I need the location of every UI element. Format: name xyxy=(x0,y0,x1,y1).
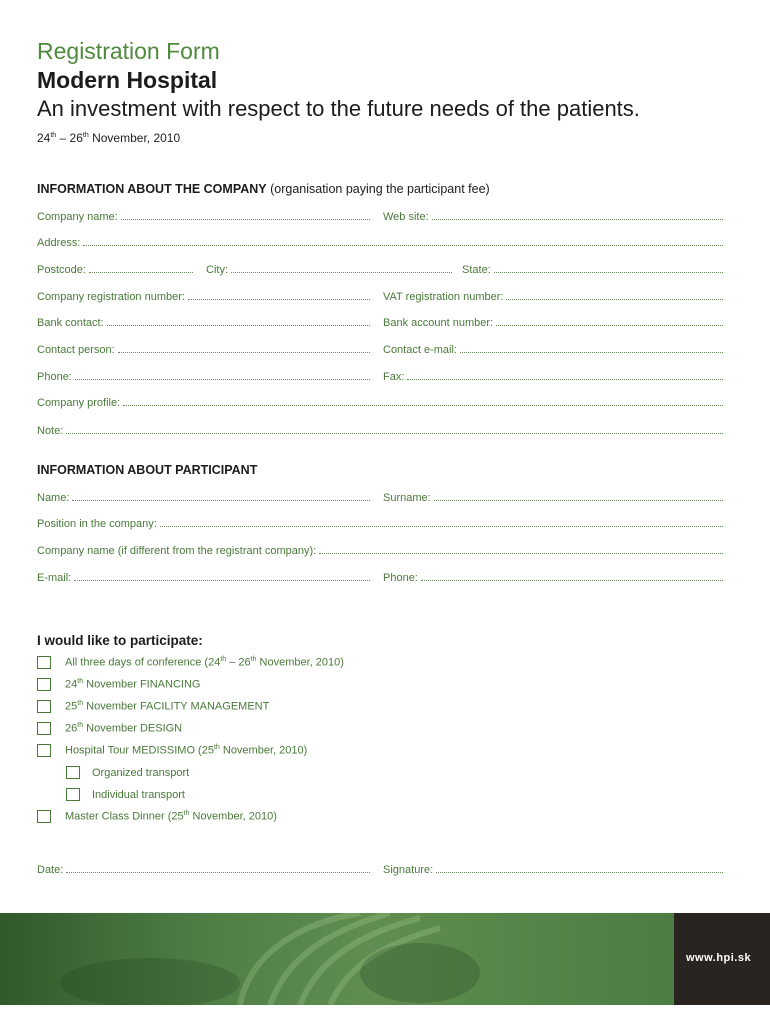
contact-person-line[interactable] xyxy=(118,343,370,353)
web-site-line[interactable] xyxy=(432,210,723,220)
tour-sup: th xyxy=(213,744,220,752)
participant-phone-field[interactable] xyxy=(383,571,723,585)
participant-company-line[interactable] xyxy=(319,544,723,554)
address-line[interactable] xyxy=(83,236,723,246)
facility-day: 25 xyxy=(65,700,78,713)
footer-banner xyxy=(0,913,674,1005)
company-profile-line[interactable] xyxy=(123,396,723,406)
company-heading-note: (organisation paying the participant fee) xyxy=(266,182,490,196)
reg-number-line[interactable] xyxy=(188,290,370,300)
date-start-day: 24 xyxy=(37,131,51,145)
postcode-label: Postcode: xyxy=(37,264,86,276)
financing-sup: th xyxy=(77,678,84,686)
contact-email-field[interactable] xyxy=(383,343,723,357)
note-line[interactable] xyxy=(66,424,723,434)
postcode-field[interactable] xyxy=(37,263,193,277)
vat-number-label: VAT registration number: xyxy=(383,291,504,303)
email-line[interactable] xyxy=(74,571,370,581)
financing-text: November FINANCING xyxy=(83,678,201,691)
date-end-day: 26 xyxy=(69,131,83,145)
bank-account-label: Bank account number: xyxy=(383,317,494,329)
phone-label: Phone: xyxy=(37,371,72,383)
all-days-post: November, 2010) xyxy=(256,656,344,669)
financing-day: 24 xyxy=(65,678,78,691)
date-field[interactable] xyxy=(37,863,370,877)
form-subtitle: An investment with respect to the future needs of the patients. xyxy=(37,96,640,121)
all-days-s2: th xyxy=(250,656,257,664)
individual-transport-checkbox[interactable] xyxy=(66,788,80,801)
participant-phone-label: Phone: xyxy=(383,572,418,584)
participant-heading-bold: INFORMATION ABOUT PARTICIPANT xyxy=(37,463,258,477)
surname-line[interactable] xyxy=(434,491,723,501)
reg-number-label: Company registration number: xyxy=(37,291,185,303)
address-field[interactable] xyxy=(37,236,723,250)
state-line[interactable] xyxy=(494,263,723,273)
company-name-field[interactable] xyxy=(37,210,370,224)
dinner-post: November, 2010) xyxy=(189,810,277,823)
decorative-swirl-graphic xyxy=(0,913,674,1005)
all-days-s1: th xyxy=(220,656,227,664)
date-sep: – xyxy=(56,131,70,145)
dinner-pre: Master Class Dinner (25 xyxy=(65,810,184,823)
phone-line[interactable] xyxy=(75,370,370,380)
all-days-d2: 26 xyxy=(238,656,251,669)
individual-transport-label: Individual transport xyxy=(92,788,185,801)
signature-line[interactable] xyxy=(436,863,723,873)
signature-field[interactable] xyxy=(383,863,723,877)
company-section-heading xyxy=(37,182,490,196)
hospital-name: Modern Hospital xyxy=(37,67,218,93)
contact-email-label: Contact e-mail: xyxy=(383,344,457,356)
bank-contact-field[interactable] xyxy=(37,316,370,330)
fax-line[interactable] xyxy=(407,370,723,380)
all-days-pre: All three days of conference ( xyxy=(65,656,209,669)
bank-account-line[interactable] xyxy=(496,316,723,326)
date-line[interactable] xyxy=(66,863,370,873)
fax-label: Fax: xyxy=(383,371,405,383)
address-label: Address: xyxy=(37,237,81,249)
position-label: Position in the company: xyxy=(37,518,157,530)
facility-text: November FACILITY MANAGEMENT xyxy=(83,700,270,713)
design-sup: th xyxy=(77,722,84,730)
dinner-checkbox[interactable] xyxy=(37,810,51,823)
signature-label: Signature: xyxy=(383,864,434,876)
date-rest: November, 2010 xyxy=(88,131,181,145)
contact-email-line[interactable] xyxy=(460,343,723,353)
organized-transport-label: Organized transport xyxy=(92,766,190,779)
phone-field[interactable] xyxy=(37,370,370,384)
web-site-label: Web site: xyxy=(383,211,429,223)
participant-company-field[interactable] xyxy=(37,544,723,558)
option-financing[interactable] xyxy=(37,678,200,691)
dinner-sup: th xyxy=(183,810,190,818)
tour-post: November, 2010) xyxy=(219,744,308,757)
all-days-checkbox[interactable] xyxy=(37,656,51,669)
city-line[interactable] xyxy=(231,263,452,273)
all-days-d1: 24 xyxy=(208,656,221,669)
form-title: Registration Form xyxy=(37,38,220,64)
option-dinner[interactable] xyxy=(37,810,277,823)
all-days-label xyxy=(65,656,344,669)
name-field[interactable] xyxy=(37,491,370,505)
participant-company-label: Company name (if different from the registrant company): xyxy=(37,545,317,557)
dinner-label xyxy=(65,810,277,823)
design-text: November DESIGN xyxy=(83,722,183,735)
note-label: Note: xyxy=(37,425,64,437)
date-end-sup: th xyxy=(82,132,89,139)
position-field[interactable] xyxy=(37,517,723,531)
company-name-label: Company name: xyxy=(37,211,118,223)
company-name-line[interactable] xyxy=(121,210,370,220)
vat-number-line[interactable] xyxy=(506,290,723,300)
tour-label xyxy=(65,744,307,757)
footer-url[interactable]: www.hpi.sk xyxy=(686,952,752,964)
company-profile-field[interactable] xyxy=(37,396,723,410)
date-start-sup: th xyxy=(50,132,57,139)
company-profile-label: Company profile: xyxy=(37,397,121,409)
option-facility[interactable] xyxy=(37,700,269,713)
tour-checkbox[interactable] xyxy=(37,744,51,757)
name-line[interactable] xyxy=(72,491,370,501)
city-field[interactable] xyxy=(206,263,452,277)
bank-account-field[interactable] xyxy=(383,316,723,330)
contact-person-field[interactable] xyxy=(37,343,370,357)
company-heading-bold: INFORMATION ABOUT THE COMPANY xyxy=(37,182,267,196)
web-site-field[interactable] xyxy=(383,210,723,224)
facility-checkbox[interactable] xyxy=(37,700,51,713)
note-field[interactable] xyxy=(37,424,723,438)
all-days-mid: – xyxy=(226,656,239,669)
contact-person-label: Contact person: xyxy=(37,344,115,356)
bank-contact-line[interactable] xyxy=(107,316,370,326)
participant-phone-line[interactable] xyxy=(421,571,723,581)
event-dates xyxy=(37,131,180,145)
state-field[interactable] xyxy=(462,263,723,277)
email-label: E-mail: xyxy=(37,572,72,584)
financing-checkbox[interactable] xyxy=(37,678,51,691)
bank-contact-label: Bank contact: xyxy=(37,317,104,329)
surname-label: Surname: xyxy=(383,492,431,504)
facility-sup: th xyxy=(77,700,84,708)
design-day: 26 xyxy=(65,722,78,735)
option-tour[interactable] xyxy=(37,744,307,757)
position-line[interactable] xyxy=(160,517,723,527)
design-label xyxy=(65,722,182,735)
tour-pre: Hospital Tour MEDISSIMO (25 xyxy=(65,744,214,757)
participation-heading: I would like to participate: xyxy=(37,633,203,648)
option-individual-transport[interactable] xyxy=(66,788,185,801)
vat-number-field[interactable] xyxy=(383,290,723,304)
name-label: Name: xyxy=(37,492,70,504)
surname-field[interactable] xyxy=(383,491,723,505)
financing-label xyxy=(65,678,200,691)
email-field[interactable] xyxy=(37,571,370,585)
option-design[interactable] xyxy=(37,722,182,735)
date-label: Date: xyxy=(37,864,64,876)
organized-transport-checkbox[interactable] xyxy=(66,766,80,779)
option-all-days[interactable] xyxy=(37,656,344,669)
state-label: State: xyxy=(462,264,491,276)
city-label: City: xyxy=(206,264,228,276)
participant-section-heading xyxy=(37,463,257,477)
reg-number-field[interactable] xyxy=(37,290,370,304)
design-checkbox[interactable] xyxy=(37,722,51,735)
postcode-line[interactable] xyxy=(89,263,193,273)
facility-label xyxy=(65,700,269,713)
option-organized-transport[interactable] xyxy=(66,766,189,779)
fax-field[interactable] xyxy=(383,370,723,384)
